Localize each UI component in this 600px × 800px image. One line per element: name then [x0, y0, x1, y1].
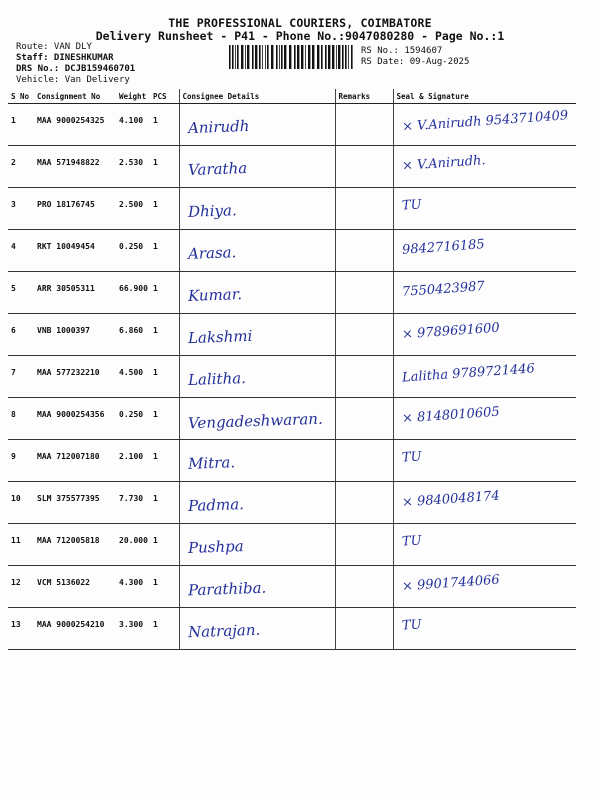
row-sno: 10	[8, 482, 34, 524]
consignee-handwritten-name: Lakshmi	[187, 326, 253, 348]
row-remarks	[335, 272, 393, 314]
runsheet-meta-left	[16, 42, 135, 86]
row-sno: 11	[8, 524, 34, 566]
row-seal-signature	[393, 314, 576, 356]
handwritten-signature: × 9901744066	[401, 572, 500, 595]
table-row	[8, 104, 576, 146]
barcode-bar	[336, 45, 337, 69]
row-consignee-details	[179, 314, 335, 356]
barcode-bar	[297, 45, 299, 69]
row-remarks	[335, 230, 393, 272]
row-weight: 7.730	[116, 482, 150, 524]
sheet-subtitle: Delivery Runsheet - P41 - Phone No.:9047080280 - Page No.:1	[95, 29, 505, 43]
row-consignee-details	[179, 104, 335, 146]
row-seal-signature	[393, 608, 576, 650]
barcode-bar	[237, 45, 239, 69]
row-pcs: 1	[150, 608, 179, 650]
sheet-title: THE PROFESSIONAL COURIERS, COIMBATORE	[168, 16, 432, 30]
rs-number: RS No.: 1594607	[361, 46, 443, 56]
row-sno: 12	[8, 566, 34, 608]
row-sno: 6	[8, 314, 34, 356]
barcode-bar	[262, 45, 263, 69]
table-row	[8, 272, 576, 314]
row-seal-signature	[393, 398, 576, 440]
row-weight: 0.250	[116, 230, 150, 272]
col-header-pcs: PCS	[150, 89, 179, 104]
row-weight: 20.000	[116, 524, 150, 566]
row-consignment-no: SLM 375577395	[34, 482, 116, 524]
row-remarks	[335, 104, 393, 146]
row-remarks	[335, 398, 393, 440]
handwritten-signature: TU	[401, 197, 422, 214]
barcode	[229, 45, 356, 69]
row-pcs: 1	[150, 230, 179, 272]
table-row	[8, 440, 576, 482]
barcode-bar	[289, 45, 291, 69]
consignee-handwritten-name: Arasa.	[187, 243, 237, 263]
row-weight: 4.100	[116, 104, 150, 146]
handwritten-signature: TU	[401, 449, 422, 466]
consignee-handwritten-name: Varatha	[187, 158, 247, 180]
handwritten-signature: × V.Anirudh.	[401, 153, 486, 174]
col-header-consignment: Consignment No	[34, 89, 116, 104]
barcode-bar	[348, 45, 349, 69]
row-weight: 2.530	[116, 146, 150, 188]
table-row	[8, 314, 576, 356]
row-seal-signature	[393, 104, 576, 146]
row-pcs: 1	[150, 146, 179, 188]
handwritten-signature: × 8148010605	[401, 404, 500, 427]
barcode-bar	[332, 45, 334, 69]
barcode-bar	[229, 45, 231, 69]
row-pcs: 1	[150, 188, 179, 230]
handwritten-signature: × V.Anirudh 9543710409	[401, 108, 569, 135]
col-header-remarks: Remarks	[335, 89, 393, 104]
barcode-bar	[342, 45, 344, 69]
handwritten-signature: 7550423987	[401, 279, 485, 300]
row-remarks	[335, 566, 393, 608]
table-row	[8, 566, 576, 608]
barcode-bar	[235, 45, 236, 69]
row-weight: 2.500	[116, 188, 150, 230]
handwritten-signature: × 9789691600	[401, 320, 500, 343]
row-consignee-details	[179, 188, 335, 230]
row-consignment-no: MAA 9000254356	[34, 398, 116, 440]
row-weight: 4.500	[116, 356, 150, 398]
row-consignee-details	[179, 356, 335, 398]
row-weight: 4.300	[116, 566, 150, 608]
consignee-handwritten-name: Lalitha.	[187, 368, 246, 390]
vehicle-label: Vehicle: Van Delivery	[16, 75, 130, 85]
row-pcs: 1	[150, 482, 179, 524]
barcode-bar	[267, 45, 269, 69]
barcode-bar	[328, 45, 330, 69]
row-consignee-details	[179, 482, 335, 524]
staff-label: Staff: DINESHKUMAR	[16, 53, 114, 63]
col-header-sno: S No	[8, 89, 34, 104]
row-remarks	[335, 482, 393, 524]
consignee-handwritten-name: Dhiya.	[187, 201, 237, 221]
consignee-handwritten-name: Natrajan.	[187, 620, 261, 642]
consignee-handwritten-name: Mitra.	[187, 453, 235, 473]
row-seal-signature	[393, 356, 576, 398]
row-consignment-no: MAA 9000254325	[34, 104, 116, 146]
row-consignee-details	[179, 272, 335, 314]
row-consignment-no: MAA 9000254210	[34, 608, 116, 650]
row-pcs: 1	[150, 398, 179, 440]
row-consignment-no: PRO 18176745	[34, 188, 116, 230]
row-seal-signature	[393, 524, 576, 566]
handwritten-signature: × 9840048174	[401, 488, 500, 511]
row-sno: 9	[8, 440, 34, 482]
handwritten-signature: TU	[401, 617, 422, 634]
consignee-handwritten-name: Pushpa	[187, 537, 244, 557]
row-remarks	[335, 314, 393, 356]
row-weight: 2.100	[116, 440, 150, 482]
row-sno: 1	[8, 104, 34, 146]
row-sno: 7	[8, 356, 34, 398]
barcode-bar	[279, 45, 280, 69]
barcode-bar	[259, 45, 261, 69]
table-row	[8, 146, 576, 188]
barcode-bar	[308, 45, 310, 69]
table-header-row	[8, 89, 576, 104]
handwritten-signature: 9842716185	[401, 237, 485, 258]
row-consignment-no: ARR 30505311	[34, 272, 116, 314]
barcode-bar	[317, 45, 319, 69]
table-row	[8, 230, 576, 272]
col-header-seal: Seal & Signature	[393, 89, 576, 104]
row-consignee-details	[179, 608, 335, 650]
drs-number: DRS No.: DCJB159460701	[16, 64, 136, 74]
barcode-bar	[321, 45, 323, 69]
row-consignee-details	[179, 524, 335, 566]
barcode-bar	[265, 45, 266, 69]
row-seal-signature	[393, 440, 576, 482]
barcode-bar	[247, 45, 249, 69]
row-weight: 0.250	[116, 398, 150, 440]
row-seal-signature	[393, 566, 576, 608]
row-pcs: 1	[150, 524, 179, 566]
row-consignment-no: MAA 577232210	[34, 356, 116, 398]
barcode-bar	[351, 45, 353, 69]
row-sno: 5	[8, 272, 34, 314]
route-label: Route: VAN DLY	[16, 42, 92, 52]
row-sno: 13	[8, 608, 34, 650]
barcode-bar	[284, 45, 286, 69]
barcode-bar	[305, 45, 306, 69]
row-sno: 2	[8, 146, 34, 188]
table-row	[8, 188, 576, 230]
barcode-bar	[241, 45, 243, 69]
row-weight: 3.300	[116, 608, 150, 650]
row-seal-signature	[393, 482, 576, 524]
table-row	[8, 524, 576, 566]
table-row	[8, 608, 576, 650]
col-header-weight: Weight	[116, 89, 150, 104]
row-pcs: 1	[150, 356, 179, 398]
row-weight: 6.860	[116, 314, 150, 356]
table-row	[8, 398, 576, 440]
barcode-bar	[276, 45, 278, 69]
barcode-bar	[338, 45, 340, 69]
row-pcs: 1	[150, 272, 179, 314]
rs-date: RS Date: 09-Aug-2025	[361, 57, 470, 67]
row-pcs: 1	[150, 104, 179, 146]
row-pcs: 1	[150, 314, 179, 356]
row-consignee-details	[179, 230, 335, 272]
row-seal-signature	[393, 230, 576, 272]
row-sno: 3	[8, 188, 34, 230]
consignee-handwritten-name: Vengadeshwaran.	[187, 409, 323, 433]
handwritten-signature: Lalitha 9789721446	[401, 361, 535, 386]
row-weight: 66.900	[116, 272, 150, 314]
row-seal-signature	[393, 146, 576, 188]
row-consignee-details	[179, 398, 335, 440]
row-consignment-no: RKT 10049454	[34, 230, 116, 272]
row-consignee-details	[179, 440, 335, 482]
barcode-bar	[294, 45, 296, 69]
barcode-bar	[301, 45, 303, 69]
consignee-handwritten-name: Anirudh	[187, 116, 250, 138]
barcode-bar	[325, 45, 327, 69]
runsheet-meta-right	[361, 46, 469, 68]
row-consignee-details	[179, 146, 335, 188]
table-row	[8, 482, 576, 524]
row-pcs: 1	[150, 440, 179, 482]
row-remarks	[335, 440, 393, 482]
col-header-consignee: Consignee Details	[179, 89, 335, 104]
barcode-bar	[252, 45, 254, 69]
consignee-handwritten-name: Padma.	[187, 495, 244, 515]
handwritten-signature: TU	[401, 533, 422, 550]
barcode-bar	[271, 45, 273, 69]
row-pcs: 1	[150, 566, 179, 608]
row-consignee-details	[179, 566, 335, 608]
row-remarks	[335, 188, 393, 230]
row-sno: 8	[8, 398, 34, 440]
row-sno: 4	[8, 230, 34, 272]
consignee-handwritten-name: Parathiba.	[187, 578, 267, 600]
barcode-bar	[255, 45, 257, 69]
consignee-handwritten-name: Kumar.	[187, 285, 242, 305]
barcode-bar	[245, 45, 246, 69]
row-remarks	[335, 524, 393, 566]
runsheet-table	[8, 89, 576, 650]
barcode-bar	[281, 45, 283, 69]
barcode-bar	[232, 45, 234, 69]
barcode-bar	[312, 45, 314, 69]
row-consignment-no: MAA 571948822	[34, 146, 116, 188]
row-consignment-no: VCM 5136022	[34, 566, 116, 608]
row-consignment-no: MAA 712005818	[34, 524, 116, 566]
row-seal-signature	[393, 188, 576, 230]
table-row	[8, 356, 576, 398]
row-consignment-no: MAA 712007180	[34, 440, 116, 482]
row-remarks	[335, 146, 393, 188]
row-remarks	[335, 608, 393, 650]
row-remarks	[335, 356, 393, 398]
barcode-bar	[345, 45, 347, 69]
row-consignment-no: VNB 1000397	[34, 314, 116, 356]
row-seal-signature	[393, 272, 576, 314]
